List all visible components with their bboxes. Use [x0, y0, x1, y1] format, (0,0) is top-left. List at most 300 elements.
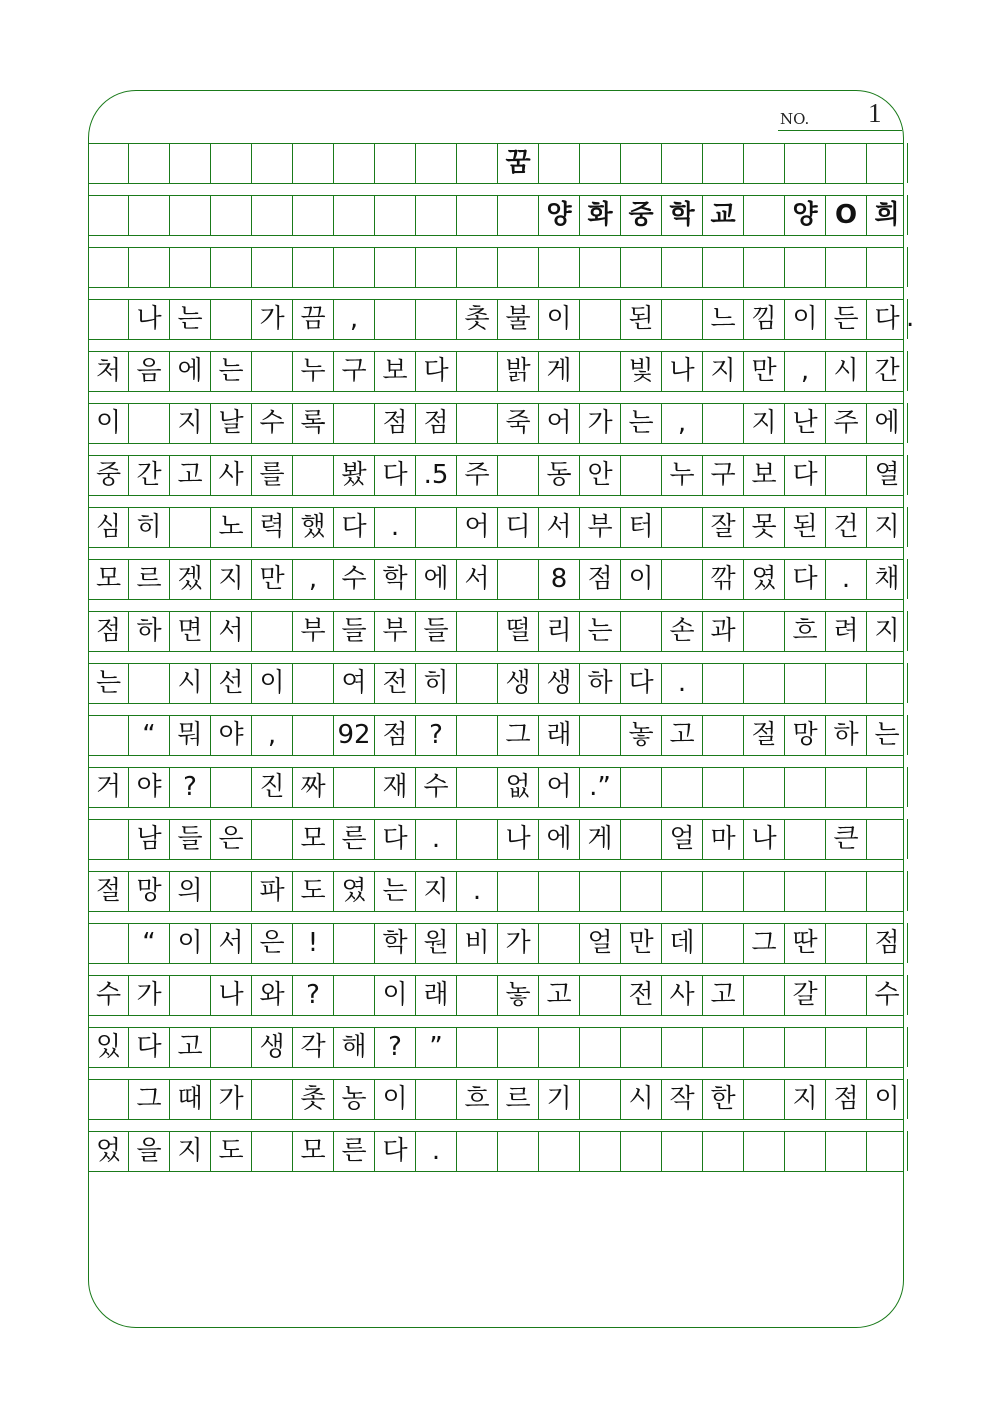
grid-cell: 에: [170, 351, 211, 391]
grid-cell: 불: [498, 299, 539, 339]
grid-cell: 작: [662, 1079, 703, 1119]
grid-cell: .: [416, 819, 457, 859]
grid-cell: 다: [375, 1131, 416, 1171]
grid-cell: 서: [211, 923, 252, 963]
grid-cell: 였: [334, 871, 375, 911]
grid-cell: 다: [867, 299, 908, 339]
grid-cell: 다: [334, 507, 375, 547]
grid-cell: 시: [170, 663, 211, 703]
grid-cell: 92: [334, 715, 375, 755]
grid-cell: 학: [375, 559, 416, 599]
manuscript-row: [88, 923, 904, 963]
grid-cell: 리: [539, 611, 580, 651]
grid-cell: 때: [170, 1079, 211, 1119]
grid-line: [88, 443, 904, 444]
grid-cell: 절: [744, 715, 785, 755]
grid-cell: [293, 455, 334, 495]
grid-cell: 선: [211, 663, 252, 703]
grid-cell: [457, 663, 498, 703]
grid-cell: [621, 871, 662, 911]
grid-cell: 간: [867, 351, 908, 391]
grid-cell: 안: [580, 455, 621, 495]
grid-cell: “: [129, 715, 170, 755]
grid-line: [88, 599, 904, 600]
grid-cell: 이: [621, 559, 662, 599]
grid-cell: [580, 1027, 621, 1067]
grid-cell: [621, 1131, 662, 1171]
grid-cell: [785, 1131, 826, 1171]
grid-cell: 가: [580, 403, 621, 443]
grid-cell: 흐: [457, 1079, 498, 1119]
grid-cell: [580, 871, 621, 911]
grid-cell: 수: [252, 403, 293, 443]
grid-cell: 남: [129, 819, 170, 859]
grid-cell: 떨: [498, 611, 539, 651]
grid-cell: 보: [744, 455, 785, 495]
grid-cell: 밝: [498, 351, 539, 391]
manuscript-row: [88, 247, 904, 287]
grid-cell: 잘: [703, 507, 744, 547]
grid-cell: 느: [703, 299, 744, 339]
grid-cell: 나: [744, 819, 785, 859]
grid-cell: 거: [88, 767, 129, 807]
grid-cell: 고: [170, 1027, 211, 1067]
grid-cell: [334, 923, 375, 963]
grid-cell: 난: [785, 403, 826, 443]
grid-cell: [211, 871, 252, 911]
grid-cell: 이: [375, 975, 416, 1015]
grid-cell: 려: [826, 611, 867, 651]
grid-cell: O: [826, 195, 867, 235]
grid-cell: 빛: [621, 351, 662, 391]
grid-cell: [88, 923, 129, 963]
grid-line: [88, 807, 904, 808]
grid-cell: [539, 247, 580, 287]
grid-cell: [826, 767, 867, 807]
grid-cell: 가: [252, 299, 293, 339]
grid-cell: [744, 767, 785, 807]
grid-cell: 파: [252, 871, 293, 911]
grid-cell: 다: [416, 351, 457, 391]
grid-cell: [170, 507, 211, 547]
manuscript-row: [88, 559, 904, 599]
grid-cell: [867, 767, 908, 807]
grid-cell: 수: [334, 559, 375, 599]
grid-cell: 점: [416, 403, 457, 443]
grid-line: [88, 703, 904, 704]
grid-cell: [826, 1027, 867, 1067]
grid-cell: [621, 143, 662, 183]
grid-cell: [88, 1079, 129, 1119]
grid-cell: [252, 247, 293, 287]
grid-cell: 는: [867, 715, 908, 755]
grid-cell: 도: [211, 1131, 252, 1171]
grid-cell: 꿈: [498, 143, 539, 183]
grid-cell: [334, 767, 375, 807]
grid-cell: 전: [375, 663, 416, 703]
grid-cell: 게: [580, 819, 621, 859]
grid-cell: [662, 871, 703, 911]
grid-cell: [539, 143, 580, 183]
grid-cell: 다: [375, 455, 416, 495]
grid-cell: 8: [539, 559, 580, 599]
grid-cell: 하: [580, 663, 621, 703]
grid-cell: [252, 1131, 293, 1171]
grid-line: [88, 391, 904, 392]
grid-cell: 어: [539, 767, 580, 807]
grid-cell: [703, 403, 744, 443]
grid-cell: 점: [88, 611, 129, 651]
manuscript-row: [88, 819, 904, 859]
manuscript-row: [88, 299, 904, 339]
manuscript-row: [88, 143, 904, 183]
grid-cell: 고: [703, 975, 744, 1015]
grid-cell: 점: [375, 715, 416, 755]
grid-cell: 생: [539, 663, 580, 703]
grid-cell: 진: [252, 767, 293, 807]
grid-cell: 지: [867, 611, 908, 651]
grid-cell: 고: [662, 715, 703, 755]
grid-cell: 은: [211, 819, 252, 859]
grid-cell: 데: [662, 923, 703, 963]
grid-cell: 나: [129, 299, 170, 339]
manuscript-row: [88, 351, 904, 391]
grid-cell: [539, 871, 580, 911]
grid-cell: 점: [867, 923, 908, 963]
grid-cell: [498, 1131, 539, 1171]
manuscript-row: [88, 611, 904, 651]
grid-cell: 르: [498, 1079, 539, 1119]
grid-cell: [703, 247, 744, 287]
grid-cell: [580, 143, 621, 183]
grid-cell: 겠: [170, 559, 211, 599]
grid-cell: [498, 871, 539, 911]
grid-cell: 모: [293, 1131, 334, 1171]
grid-cell: [334, 403, 375, 443]
grid-cell: [826, 923, 867, 963]
grid-cell: 해: [334, 1027, 375, 1067]
grid-cell: [826, 871, 867, 911]
grid-cell: [621, 1027, 662, 1067]
grid-cell: 하: [826, 715, 867, 755]
grid-cell: [88, 195, 129, 235]
grid-cell: [88, 715, 129, 755]
grid-cell: [293, 715, 334, 755]
grid-cell: [785, 819, 826, 859]
grid-cell: 비: [457, 923, 498, 963]
grid-cell: [826, 143, 867, 183]
grid-cell: [744, 143, 785, 183]
grid-cell: [498, 247, 539, 287]
grid-cell: ,: [293, 559, 334, 599]
grid-cell: [703, 663, 744, 703]
grid-cell: [252, 1079, 293, 1119]
grid-cell: 큰: [826, 819, 867, 859]
grid-cell: [211, 1027, 252, 1067]
grid-line: [88, 235, 904, 236]
grid-cell: 그: [744, 923, 785, 963]
grid-cell: 다: [785, 559, 826, 599]
grid-cell: 지: [785, 1079, 826, 1119]
grid-cell: 뭐: [170, 715, 211, 755]
grid-cell: 디: [498, 507, 539, 547]
grid-cell: 학: [662, 195, 703, 235]
grid-cell: [375, 247, 416, 287]
grid-cell: 누: [293, 351, 334, 391]
grid-cell: [826, 1131, 867, 1171]
grid-cell: [293, 247, 334, 287]
grid-cell: 각: [293, 1027, 334, 1067]
grid-cell: [703, 715, 744, 755]
grid-cell: 들: [334, 611, 375, 651]
grid-cell: 했: [293, 507, 334, 547]
grid-cell: 이: [170, 923, 211, 963]
grid-cell: 부: [375, 611, 416, 651]
grid-cell: [662, 507, 703, 547]
manuscript-row: [88, 403, 904, 443]
grid-cell: 마: [703, 819, 744, 859]
grid-cell: 를: [252, 455, 293, 495]
grid-cell: [703, 1027, 744, 1067]
grid-cell: 다: [621, 663, 662, 703]
grid-cell: [211, 195, 252, 235]
page-number-label: NO.: [780, 110, 810, 128]
grid-cell: 지: [703, 351, 744, 391]
grid-line: [88, 859, 904, 860]
grid-cell: 이: [785, 299, 826, 339]
grid-cell: 수: [88, 975, 129, 1015]
grid-cell: [252, 819, 293, 859]
grid-cell: 주: [457, 455, 498, 495]
grid-cell: 양: [539, 195, 580, 235]
grid-cell: [703, 1131, 744, 1171]
grid-cell: [416, 1079, 457, 1119]
grid-cell: “: [129, 923, 170, 963]
grid-cell: [375, 143, 416, 183]
grid-line: [88, 911, 904, 912]
grid-cell: 중: [621, 195, 662, 235]
grid-cell: .: [416, 1131, 457, 1171]
grid-cell: [703, 871, 744, 911]
grid-cell: 놓: [498, 975, 539, 1015]
grid-cell: [457, 819, 498, 859]
manuscript-row: [88, 715, 904, 755]
grid-cell: [826, 663, 867, 703]
grid-cell: [129, 247, 170, 287]
grid-line: [88, 755, 904, 756]
grid-cell: 점: [375, 403, 416, 443]
grid-cell: 전: [621, 975, 662, 1015]
grid-cell: 도: [293, 871, 334, 911]
grid-cell: 을: [129, 1131, 170, 1171]
grid-cell: [498, 1027, 539, 1067]
grid-cell: [129, 195, 170, 235]
grid-cell: 게: [539, 351, 580, 391]
grid-cell: [621, 611, 662, 651]
grid-cell: 지: [170, 403, 211, 443]
grid-cell: 시: [826, 351, 867, 391]
grid-cell: 얼: [662, 819, 703, 859]
grid-cell: .: [375, 507, 416, 547]
grid-cell: [211, 767, 252, 807]
grid-cell: 생: [498, 663, 539, 703]
grid-cell: 망: [785, 715, 826, 755]
grid-cell: 나: [662, 351, 703, 391]
grid-cell: [129, 663, 170, 703]
grid-cell: 된: [621, 299, 662, 339]
grid-cell: 다: [785, 455, 826, 495]
grid-cell: [416, 195, 457, 235]
grid-line: [88, 963, 904, 964]
grid-cell: .: [662, 663, 703, 703]
grid-cell: [867, 871, 908, 911]
grid-cell: 시: [621, 1079, 662, 1119]
grid-cell: [744, 1027, 785, 1067]
grid-cell: 열: [867, 455, 908, 495]
margin-punctuation: .: [906, 303, 915, 333]
grid-cell: 죽: [498, 403, 539, 443]
grid-cell: 흐: [785, 611, 826, 651]
grid-cell: 는: [211, 351, 252, 391]
grid-cell: [744, 247, 785, 287]
manuscript-row: [88, 871, 904, 911]
grid-cell: 못: [744, 507, 785, 547]
grid-cell: 동: [539, 455, 580, 495]
grid-cell: 든: [826, 299, 867, 339]
grid-cell: ?: [293, 975, 334, 1015]
grid-cell: [416, 507, 457, 547]
grid-cell: [826, 247, 867, 287]
grid-cell: 없: [498, 767, 539, 807]
grid-cell: .5: [416, 455, 457, 495]
grid-line: [88, 339, 904, 340]
grid-cell: 부: [580, 507, 621, 547]
grid-cell: [867, 143, 908, 183]
grid-cell: [252, 143, 293, 183]
grid-cell: [88, 143, 129, 183]
grid-cell: [621, 767, 662, 807]
grid-cell: 짜: [293, 767, 334, 807]
grid-cell: 르: [129, 559, 170, 599]
grid-cell: 절: [88, 871, 129, 911]
grid-cell: 가: [211, 1079, 252, 1119]
grid-cell: 그: [498, 715, 539, 755]
grid-cell: 른: [334, 819, 375, 859]
grid-cell: 모: [88, 559, 129, 599]
grid-cell: [744, 871, 785, 911]
grid-cell: [785, 663, 826, 703]
manuscript-row: [88, 1027, 904, 1067]
grid-cell: [88, 247, 129, 287]
manuscript-row: [88, 507, 904, 547]
grid-cell: 지: [867, 507, 908, 547]
grid-cell: 는: [88, 663, 129, 703]
grid-cell: 만: [621, 923, 662, 963]
grid-cell: 른: [334, 1131, 375, 1171]
grid-cell: [457, 611, 498, 651]
grid-line: [88, 287, 904, 288]
grid-cell: 였: [744, 559, 785, 599]
grid-cell: [170, 195, 211, 235]
grid-cell: [211, 247, 252, 287]
manuscript-row: [88, 767, 904, 807]
grid-cell: 들: [416, 611, 457, 651]
grid-cell: 어: [457, 507, 498, 547]
grid-cell: 있: [88, 1027, 129, 1067]
grid-cell: 의: [170, 871, 211, 911]
grid-cell: [457, 975, 498, 1015]
grid-cell: [621, 247, 662, 287]
grid-cell: 된: [785, 507, 826, 547]
grid-cell: ,: [252, 715, 293, 755]
grid-cell: [785, 1027, 826, 1067]
grid-cell: 촛: [457, 299, 498, 339]
grid-line: [88, 1171, 904, 1172]
grid-cell: 생: [252, 1027, 293, 1067]
grid-cell: [580, 1079, 621, 1119]
grid-cell: [867, 819, 908, 859]
grid-cell: 고: [170, 455, 211, 495]
grid-cell: 한: [703, 1079, 744, 1119]
grid-cell: [498, 455, 539, 495]
grid-cell: [252, 351, 293, 391]
grid-cell: 는: [375, 871, 416, 911]
grid-cell: [580, 351, 621, 391]
grid-cell: 가: [498, 923, 539, 963]
grid-cell: [457, 247, 498, 287]
grid-cell: [744, 1131, 785, 1171]
grid-cell: 농: [334, 1079, 375, 1119]
grid-cell: [457, 767, 498, 807]
grid-cell: 학: [375, 923, 416, 963]
grid-cell: [703, 143, 744, 183]
grid-cell: .: [457, 871, 498, 911]
grid-cell: 날: [211, 403, 252, 443]
grid-cell: 록: [293, 403, 334, 443]
grid-cell: [867, 663, 908, 703]
grid-cell: 얼: [580, 923, 621, 963]
grid-cell: 래: [539, 715, 580, 755]
grid-cell: 들: [170, 819, 211, 859]
grid-cell: 다: [129, 1027, 170, 1067]
grid-cell: [457, 195, 498, 235]
grid-cell: [867, 1131, 908, 1171]
grid-line: [88, 1015, 904, 1016]
grid-cell: 히: [129, 507, 170, 547]
manuscript-row: [88, 663, 904, 703]
grid-cell: [744, 611, 785, 651]
grid-cell: 심: [88, 507, 129, 547]
grid-cell: [580, 247, 621, 287]
grid-cell: [457, 403, 498, 443]
grid-cell: [129, 143, 170, 183]
grid-cell: ?: [375, 1027, 416, 1067]
grid-cell: [539, 923, 580, 963]
grid-cell: [662, 767, 703, 807]
grid-cell: [416, 247, 457, 287]
grid-cell: [416, 299, 457, 339]
grid-cell: 누: [662, 455, 703, 495]
grid-cell: [252, 611, 293, 651]
grid-cell: 나: [211, 975, 252, 1015]
grid-line: [88, 183, 904, 184]
grid-cell: [662, 143, 703, 183]
grid-cell: 수: [867, 975, 908, 1015]
grid-line: [88, 1067, 904, 1068]
grid-cell: 하: [129, 611, 170, 651]
grid-cell: 지: [416, 871, 457, 911]
grid-cell: [785, 143, 826, 183]
